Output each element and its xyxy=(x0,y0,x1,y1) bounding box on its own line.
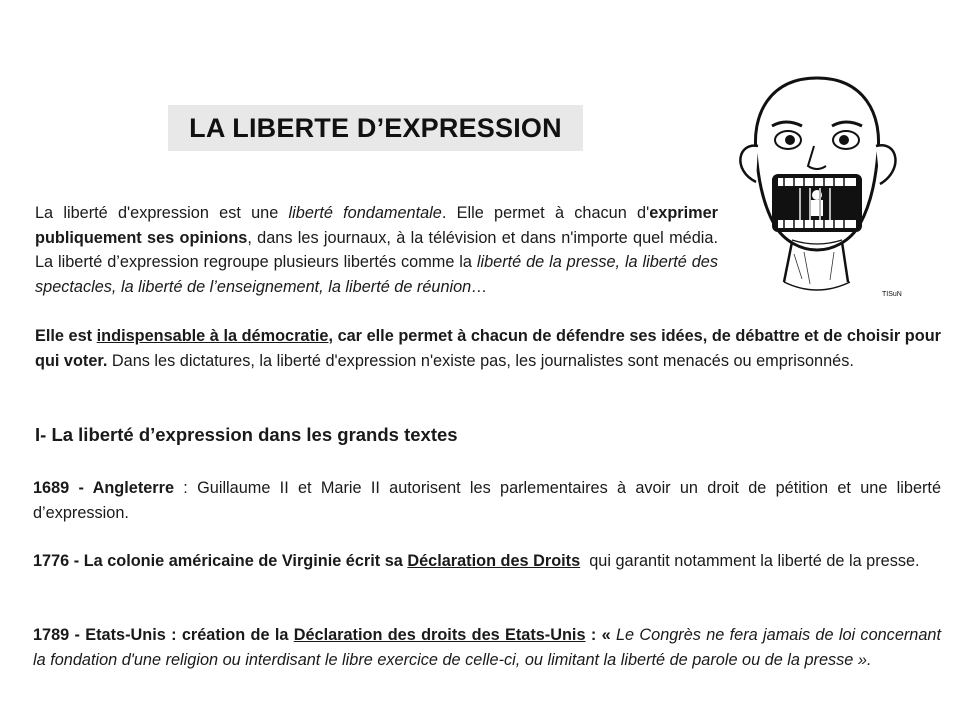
title-box xyxy=(168,105,583,151)
democracy-underline: indispensable à la démocratie xyxy=(96,327,329,345)
intro-text-3: , dans les journaux, à la télévision et dans n'importe quel média. La liberté d’expression regroupe plusieurs libertés comme la xyxy=(35,228,718,272)
event-1789-declaration: Déclaration des droits des Etats-Unis xyxy=(293,626,586,644)
censored-head-illustration xyxy=(722,74,912,302)
section-heading: I- La liberté d’expression dans les grands textes xyxy=(35,424,458,445)
event-1689-text: : Guillaume II et Marie II autorisent les parlementaires à avoir un droit de pétition et une liberté d’expression. xyxy=(33,479,942,522)
event-1689 xyxy=(33,476,941,525)
democracy-bold-1: Elle est xyxy=(35,327,97,345)
intro-emphasis-2: liberté de la presse, la liberté des spectacles, la liberté de l’enseignement, la liberté de réunion… xyxy=(35,253,718,296)
intro-paragraph xyxy=(35,201,718,299)
intro-emphasis-1: liberté fondamentale xyxy=(288,204,442,222)
intro-text-2: . Elle permet à chacun d' xyxy=(441,204,650,222)
intro-text-1: La liberté d'expression est une xyxy=(35,204,289,222)
page-title: LA LIBERTE D’EXPRESSION xyxy=(189,112,562,143)
event-1789-quote-close: ». xyxy=(853,650,872,669)
democracy-paragraph xyxy=(35,324,941,373)
event-1789-quote: Le Congrès ne fera jamais de loi concernant la fondation d'une religion ou interdisant le libre exercice de celle-ci, ou limitant la liberté de parole ou de la presse xyxy=(33,626,941,669)
event-1789-quote-open: « xyxy=(601,626,616,644)
event-1776-lead: 1776 - La colonie américaine de Virginie écrit sa xyxy=(33,552,408,570)
event-1789-colon: : xyxy=(585,626,602,644)
event-1776 xyxy=(33,549,941,574)
event-1789-lead: 1789 - Etats-Unis : création de la xyxy=(33,626,294,644)
event-1789 xyxy=(33,623,941,672)
illustration-signature: TISuN xyxy=(882,291,902,298)
democracy-bold-2: , car elle permet à chacun de défendre ses idées, de débattre et de choisir pour qui voter. xyxy=(35,327,941,370)
event-1689-lead: 1689 - Angleterre xyxy=(33,479,175,497)
event-1776-declaration: Déclaration des Droits xyxy=(407,552,581,570)
democracy-text: Dans les dictatures, la liberté d'expression n'existe pas, les journalistes sont menacés ou emprisonnés. xyxy=(107,351,854,370)
intro-bold-1: exprimer publiquement ses opinions xyxy=(35,204,718,247)
event-1776-text: qui garantit notamment la liberté de la presse. xyxy=(580,552,920,570)
